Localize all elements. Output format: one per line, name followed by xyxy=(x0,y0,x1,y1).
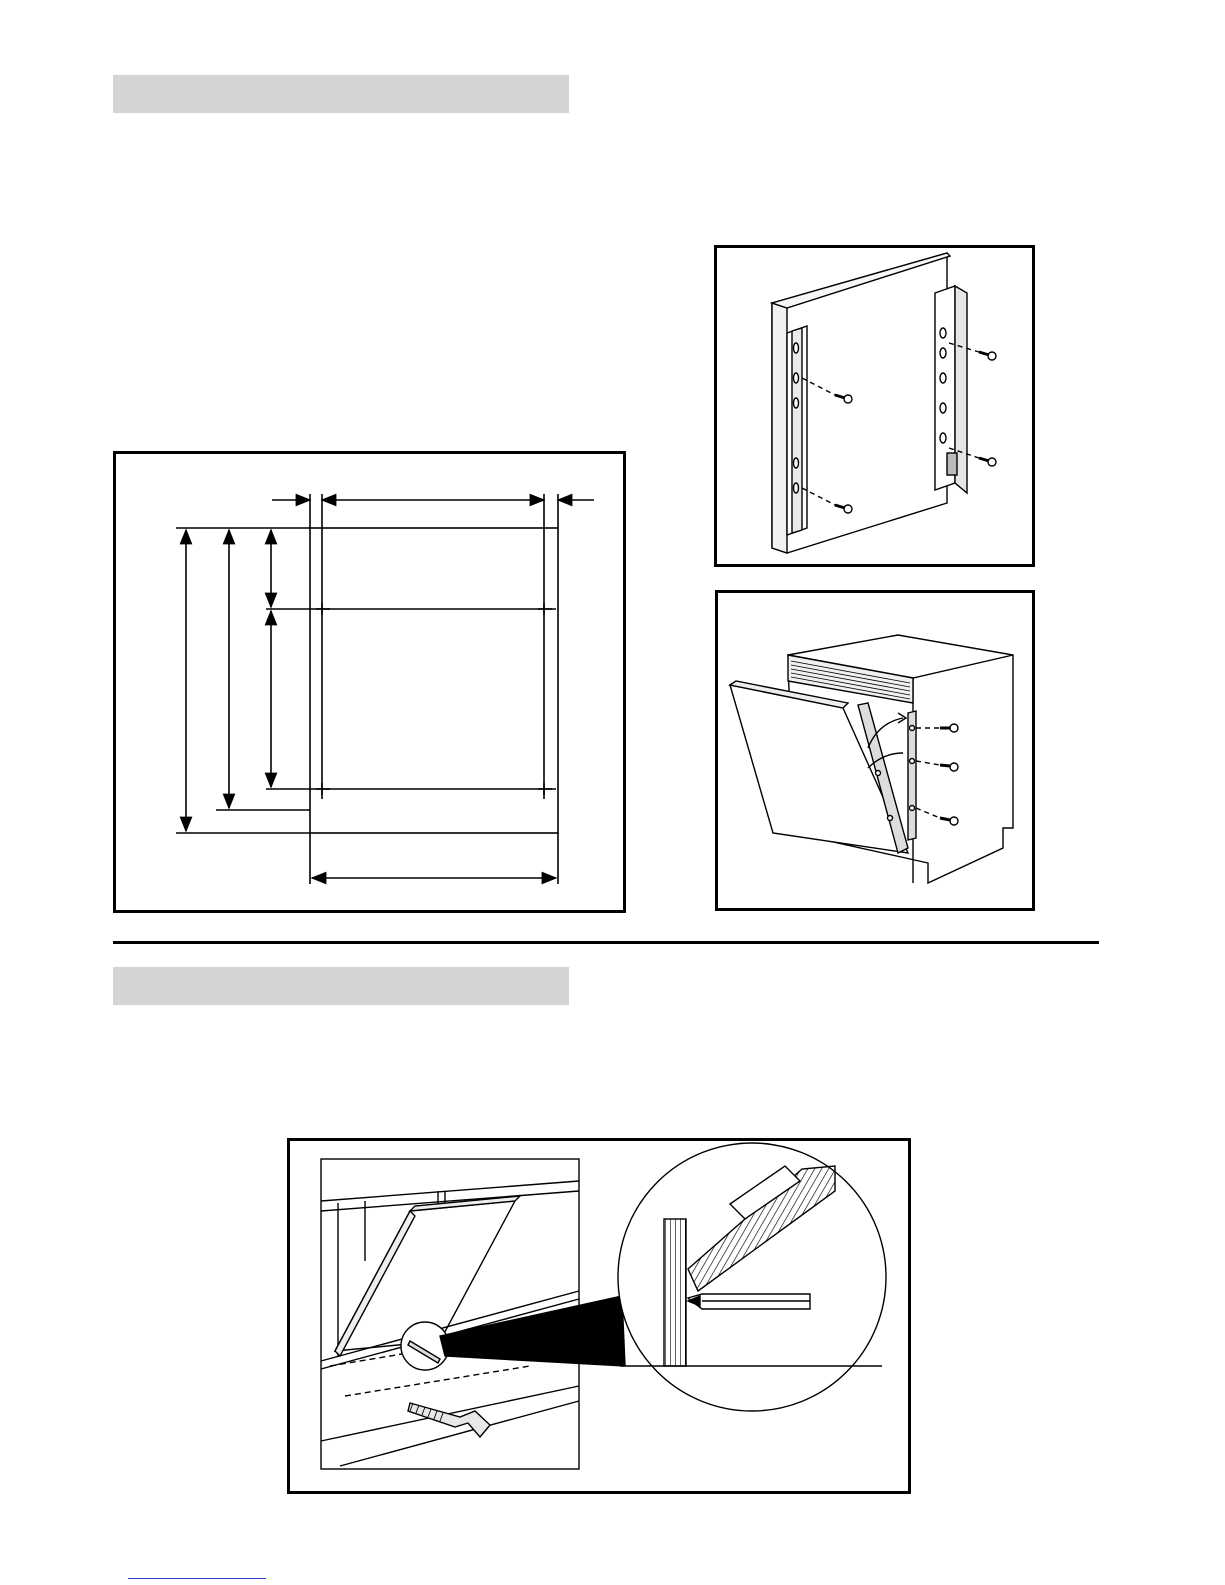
template-figure xyxy=(113,451,626,913)
detail-circle xyxy=(618,1143,886,1411)
cutting-figure xyxy=(287,1138,911,1494)
section-2-heading xyxy=(113,976,121,996)
footer-link-underline[interactable] xyxy=(128,1578,266,1579)
section-divider xyxy=(113,941,1099,944)
door-brackets-drawing xyxy=(717,248,1032,564)
door-mounting-drawing xyxy=(718,593,1032,908)
section-2-heading-bar xyxy=(113,967,569,1005)
section-1-heading xyxy=(113,84,121,104)
door-panel-outline xyxy=(310,528,558,833)
door-brackets-figure xyxy=(714,245,1035,567)
cutting-drawing xyxy=(290,1141,908,1491)
template-drawing xyxy=(116,454,623,910)
section-1-heading-bar xyxy=(113,75,569,113)
door-mounting-figure xyxy=(715,590,1035,911)
board-section xyxy=(664,1219,686,1366)
